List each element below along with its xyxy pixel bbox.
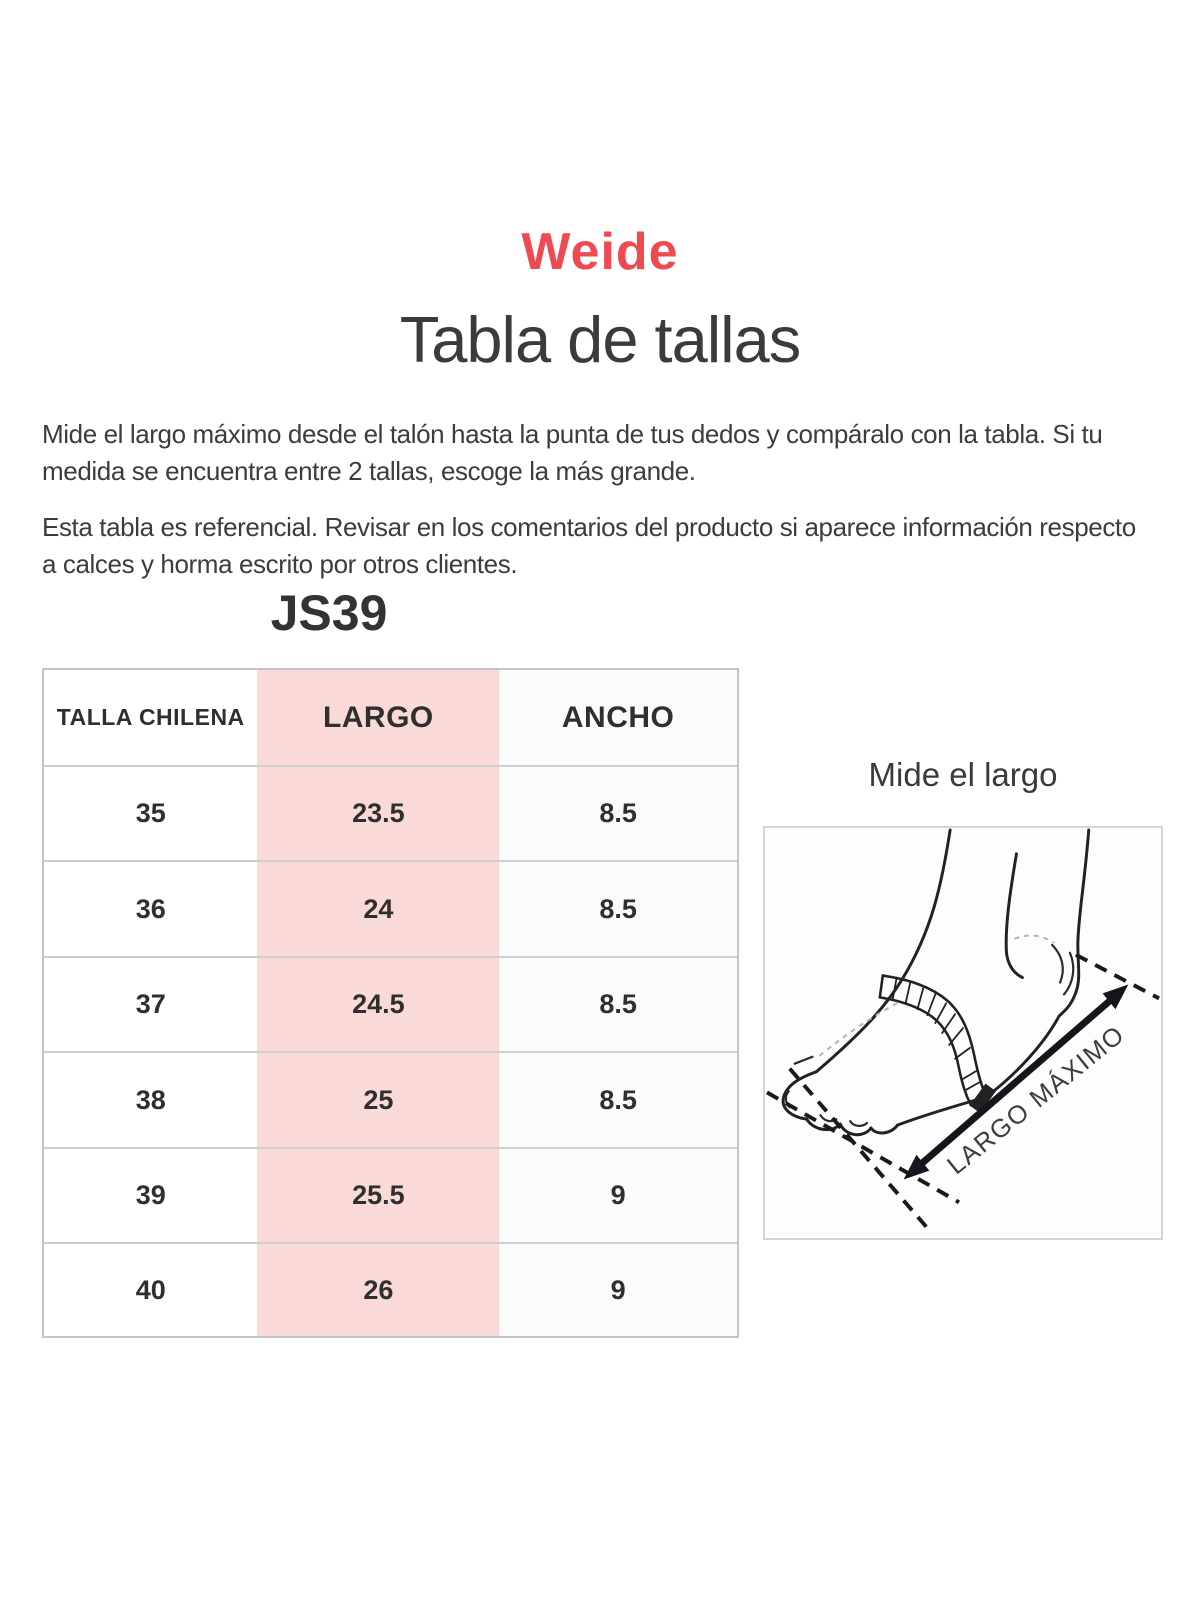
measurement-dashed-lines (767, 955, 1159, 1228)
column-header-ancho: ANCHO (499, 670, 737, 766)
table-row (44, 1052, 737, 1147)
model-code: JS39 (270, 585, 388, 641)
table-cell: 25.5 (257, 1148, 499, 1243)
table-row (44, 766, 737, 861)
table-row (44, 1243, 737, 1336)
page-title: Tabla de tallas (399, 303, 801, 376)
paragraph-line: a calces y horma escrito por otros clientes. (42, 549, 518, 579)
arrow-label: LARGO MÁXIMO (942, 1020, 1131, 1181)
column-header-talla: TALLA CHILENA (56, 704, 245, 730)
paragraph-line: medida se encuentra entre 2 tallas, escoge la más grande. (42, 456, 696, 486)
table-row (44, 861, 737, 956)
brand-logo: Weide (521, 223, 679, 281)
table-cell: 9 (499, 1243, 737, 1336)
table-cell: 37 (44, 957, 257, 1052)
size-table (42, 668, 739, 1338)
table-cell: 35 (44, 766, 257, 861)
table-cell: 23.5 (257, 766, 499, 861)
table-cell: 39 (44, 1148, 257, 1243)
table-cell: 25 (257, 1052, 499, 1147)
table-cell: 8.5 (499, 957, 737, 1052)
instructions-paragraph (42, 416, 1172, 490)
paragraph-line: Esta tabla es referencial. Revisar en los comentarios del producto si aparece información respecto (42, 512, 1136, 542)
disclaimer-paragraph (42, 509, 1172, 583)
table-cell: 36 (44, 861, 257, 956)
size-table-body (44, 766, 737, 1336)
table-row (44, 1148, 737, 1243)
table-cell: 9 (499, 1148, 737, 1243)
table-cell: 8.5 (499, 861, 737, 956)
table-cell: 8.5 (499, 766, 737, 861)
table-header-row (44, 670, 737, 766)
table-cell: 38 (44, 1052, 257, 1147)
foot-illustration (765, 828, 1161, 1238)
diagram-title: Mide el largo (868, 756, 1058, 793)
column-header-largo: LARGO (257, 670, 499, 766)
table-cell: 8.5 (499, 1052, 737, 1147)
table-cell: 40 (44, 1243, 257, 1336)
measuring-tape (880, 976, 991, 1110)
table-cell: 24.5 (257, 957, 499, 1052)
table-row (44, 957, 737, 1052)
table-cell: 26 (257, 1243, 499, 1336)
measure-arrow (904, 984, 1129, 1179)
foot-measure-diagram (763, 826, 1163, 1240)
table-cell: 24 (257, 861, 499, 956)
paragraph-line: Mide el largo máximo desde el talón hasta la punta de tus dedos y compáralo con la tabla. Si tu (42, 419, 1103, 449)
